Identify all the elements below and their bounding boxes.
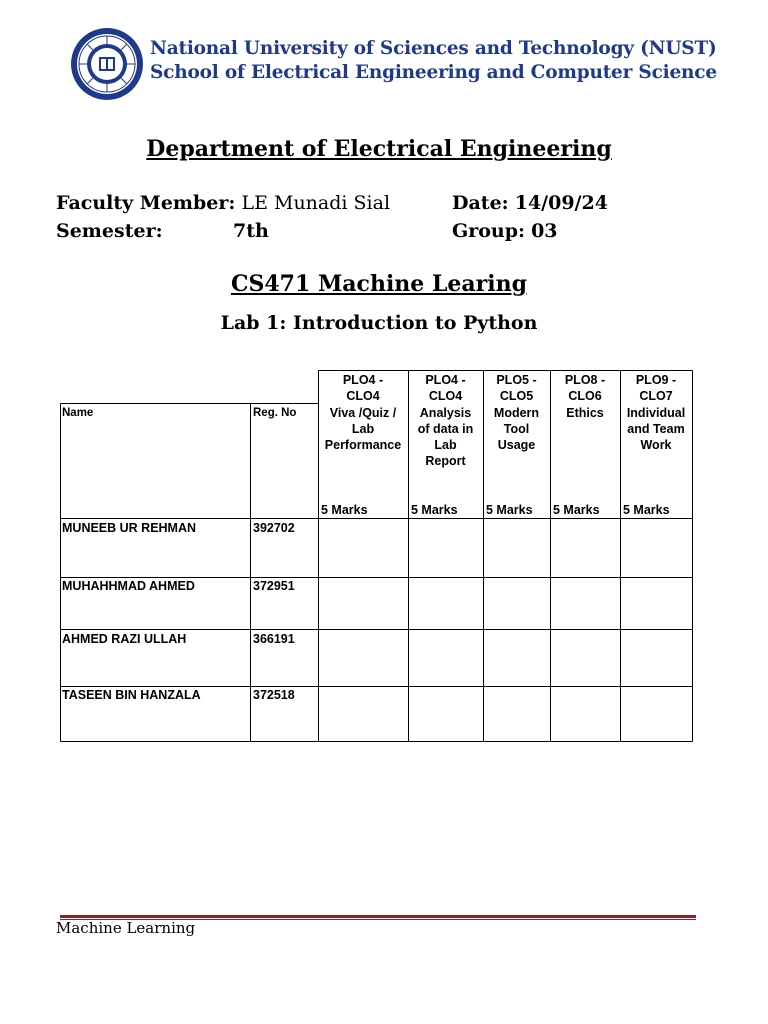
date-value: 14/09/24 bbox=[514, 192, 608, 214]
criteria-2 bbox=[408, 405, 483, 469]
criteria-1-line2: Lab bbox=[351, 422, 375, 436]
plo-header-2 bbox=[408, 372, 483, 404]
plo-header-4-line2: CLO6 bbox=[568, 389, 602, 403]
criteria-5-line2: and Team bbox=[627, 422, 685, 436]
course-title: CS471 Machine Learing bbox=[230, 271, 528, 297]
plo-header-4-line1: PLO8 - bbox=[564, 373, 606, 387]
faculty-label: Faculty Member: bbox=[56, 192, 236, 214]
plo-header-3 bbox=[483, 372, 550, 404]
lab-title: Lab 1: Introduction to Python bbox=[220, 312, 538, 334]
semester-value-wrap bbox=[233, 218, 269, 244]
plo-header-3-line1: PLO5 - bbox=[496, 373, 537, 387]
criteria-1-line1: Viva /Quiz / bbox=[329, 406, 397, 420]
plo-header-5 bbox=[620, 372, 692, 404]
plo-header-1-line2: CLO4 bbox=[346, 389, 380, 403]
reg-header: Reg. No bbox=[253, 407, 297, 419]
university-name: National University of Sciences and Technology (NUST) bbox=[150, 38, 717, 59]
student-reg: 372518 bbox=[253, 688, 295, 702]
student-name: MUNEEB UR REHMAN bbox=[62, 521, 197, 535]
student-reg: 392702 bbox=[253, 521, 295, 535]
faculty-member bbox=[56, 190, 390, 216]
criteria-2-line2: of data in bbox=[417, 422, 474, 436]
plo-header-1 bbox=[318, 372, 408, 404]
marks-4: 5 Marks bbox=[553, 503, 600, 517]
student-name: TASEEN BIN HANZALA bbox=[62, 688, 201, 702]
student-name: AHMED RAZI ULLAH bbox=[62, 632, 187, 646]
plo-header-4 bbox=[550, 372, 620, 404]
name-header: Name bbox=[62, 407, 94, 419]
semester-value: 7th bbox=[233, 220, 269, 242]
criteria-4 bbox=[550, 405, 620, 421]
school-name: School of Electrical Engineering and Computer Science bbox=[150, 62, 717, 83]
marks-5: 5 Marks bbox=[623, 503, 670, 517]
marks-3: 5 Marks bbox=[486, 503, 533, 517]
marks-1: 5 Marks bbox=[321, 503, 368, 517]
date bbox=[452, 190, 608, 216]
footer-rule bbox=[60, 915, 696, 918]
nust-seal-icon bbox=[70, 27, 144, 101]
criteria-3-line1: Modern bbox=[493, 406, 540, 420]
footer-text: Machine Learning bbox=[56, 919, 196, 937]
plo-header-1-line1: PLO4 - bbox=[342, 373, 384, 387]
criteria-5-line1: Individual bbox=[626, 406, 686, 420]
group-label: Group: bbox=[452, 220, 526, 242]
group-value: 03 bbox=[531, 220, 558, 242]
criteria-5-line3: Work bbox=[640, 438, 672, 452]
group bbox=[452, 218, 558, 244]
semester-label: Semester: bbox=[56, 220, 163, 242]
criteria-5 bbox=[620, 405, 692, 453]
plo-header-5-line1: PLO9 - bbox=[635, 373, 677, 387]
criteria-4-line1: Ethics bbox=[566, 406, 604, 420]
plo-header-2-line1: PLO4 - bbox=[425, 373, 466, 387]
criteria-3-line2: Tool bbox=[503, 422, 530, 436]
criteria-1 bbox=[318, 405, 408, 453]
plo-header-5-line2: CLO7 bbox=[639, 389, 673, 403]
student-reg: 366191 bbox=[253, 632, 295, 646]
criteria-3-line3: Usage bbox=[497, 438, 536, 452]
criteria-3 bbox=[483, 405, 550, 453]
marks-2: 5 Marks bbox=[411, 503, 458, 517]
criteria-1-line3: Performance bbox=[324, 438, 402, 452]
plo-header-2-line2: CLO4 bbox=[428, 389, 463, 403]
plo-header-3-line2: CLO5 bbox=[499, 389, 534, 403]
criteria-2-line3: Lab bbox=[434, 438, 457, 452]
department-title: Department of Electrical Engineering bbox=[146, 136, 612, 162]
student-name: MUHAHHMAD AHMED bbox=[62, 579, 195, 593]
criteria-2-line4: Report bbox=[425, 454, 466, 468]
student-reg: 372951 bbox=[253, 579, 295, 593]
date-label: Date: bbox=[452, 192, 509, 214]
semester-label-wrap bbox=[56, 218, 163, 244]
faculty-value: LE Munadi Sial bbox=[241, 192, 391, 214]
criteria-2-line1: Analysis bbox=[419, 406, 472, 420]
